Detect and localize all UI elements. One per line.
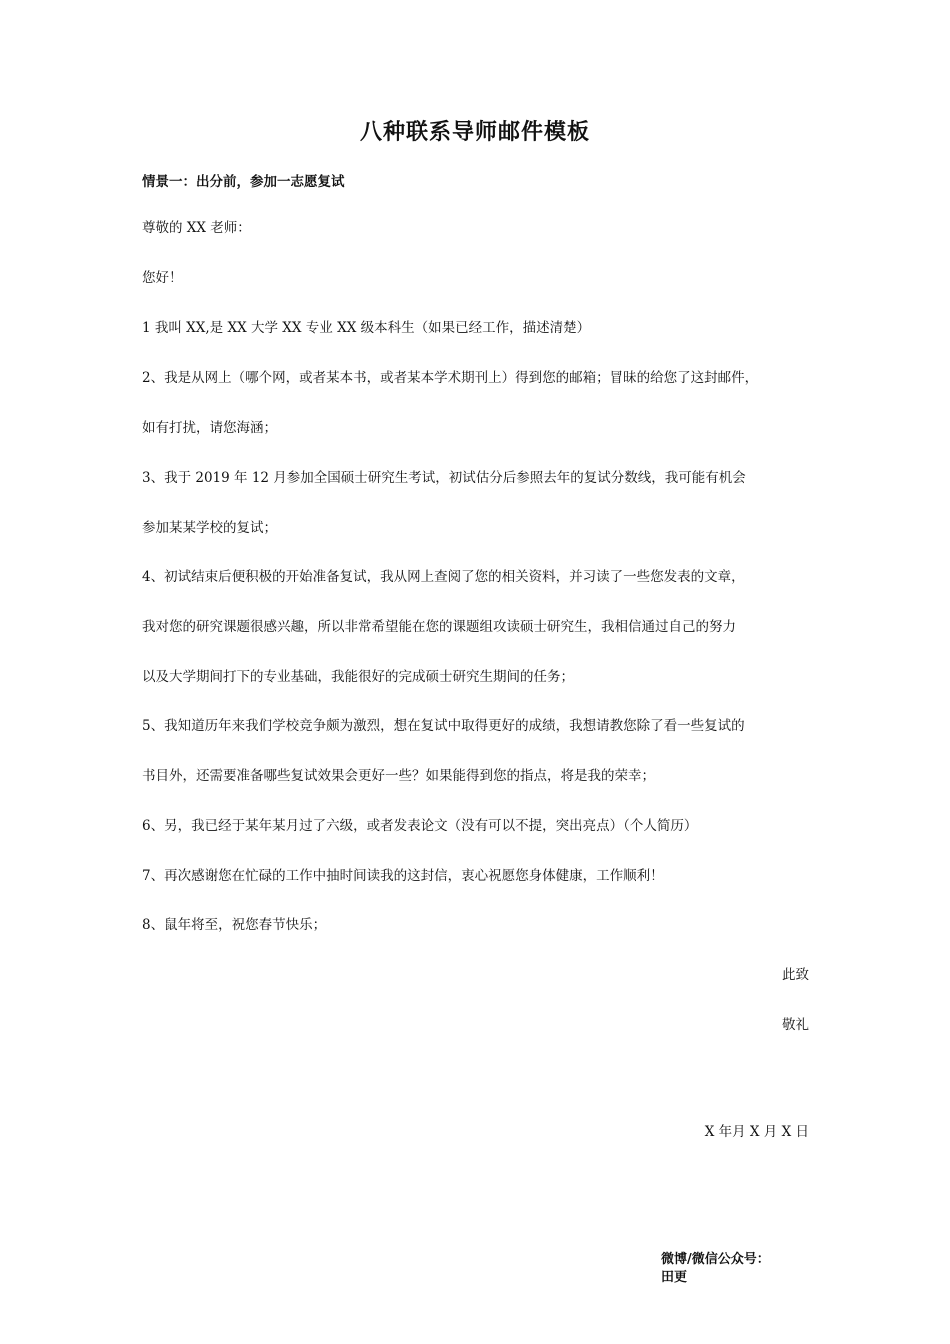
closing-jingli: 敬礼 bbox=[782, 1017, 809, 1033]
paragraph-line: 3、我于 2019 年 12 月参加全国硕士研究生考试，初试估分后参照去年的复试分数线，我可能有机会 bbox=[142, 470, 746, 486]
greeting: 您好！ bbox=[142, 270, 183, 286]
paragraph-line: 7、再次感谢您在忙碌的工作中抽时间读我的这封信，衷心祝愿您身体健康，工作顺利！ bbox=[142, 868, 664, 884]
paragraph-line: 参加某某学校的复试； bbox=[142, 520, 277, 536]
paragraph-line: 书目外，还需要准备哪些复试效果会更好一些？如果能得到您的指点，将是我的荣幸； bbox=[142, 768, 655, 784]
paragraph-line: 以及大学期间打下的专业基础，我能很好的完成硕士研究生期间的任务； bbox=[142, 669, 574, 685]
footer-author: 田更 bbox=[661, 1270, 688, 1285]
paragraph-line: 我对您的研究课题很感兴趣，所以非常希望能在您的课题组攻读硕士研究生，我相信通过自己的努力 bbox=[142, 619, 736, 635]
paragraph-line: 如有打扰，请您海涵； bbox=[142, 420, 277, 436]
paragraph-line: 1 我叫 XX,是 XX 大学 XX 专业 XX 级本科生（如果已经工作，描述清楚） bbox=[142, 320, 591, 336]
paragraph-line: 2、我是从网上（哪个网，或者某本书，或者某本学术期刊上）得到您的邮箱；冒昧的给您了这封邮件， bbox=[142, 370, 759, 386]
section-heading: 情景一：出分前，参加一志愿复试 bbox=[142, 174, 345, 190]
paragraph-line: 4、初试结束后便积极的开始准备复试，我从网上查阅了您的相关资料，并习读了一些您发表的文章， bbox=[142, 569, 745, 585]
salutation: 尊敬的 XX 老师： bbox=[142, 220, 251, 236]
footer-credit bbox=[661, 1251, 770, 1287]
document-title: 八种联系导师邮件模板 bbox=[359, 120, 590, 145]
footer-label: 微博/微信公众号： bbox=[661, 1252, 770, 1267]
paragraph-line: 6、另，我已经于某年某月过了六级，或者发表论文（没有可以不提，突出亮点）（个人简历） bbox=[142, 818, 698, 834]
closing-cizhi: 此致 bbox=[782, 967, 809, 983]
date-line: X 年月 X 月 X 日 bbox=[704, 1124, 809, 1140]
paragraph-line: 8、鼠年将至，祝您春节快乐； bbox=[142, 917, 327, 933]
paragraph-line: 5、我知道历年来我们学校竞争颇为激烈，想在复试中取得更好的成绩，我想请教您除了看一些复试的 bbox=[142, 718, 745, 734]
